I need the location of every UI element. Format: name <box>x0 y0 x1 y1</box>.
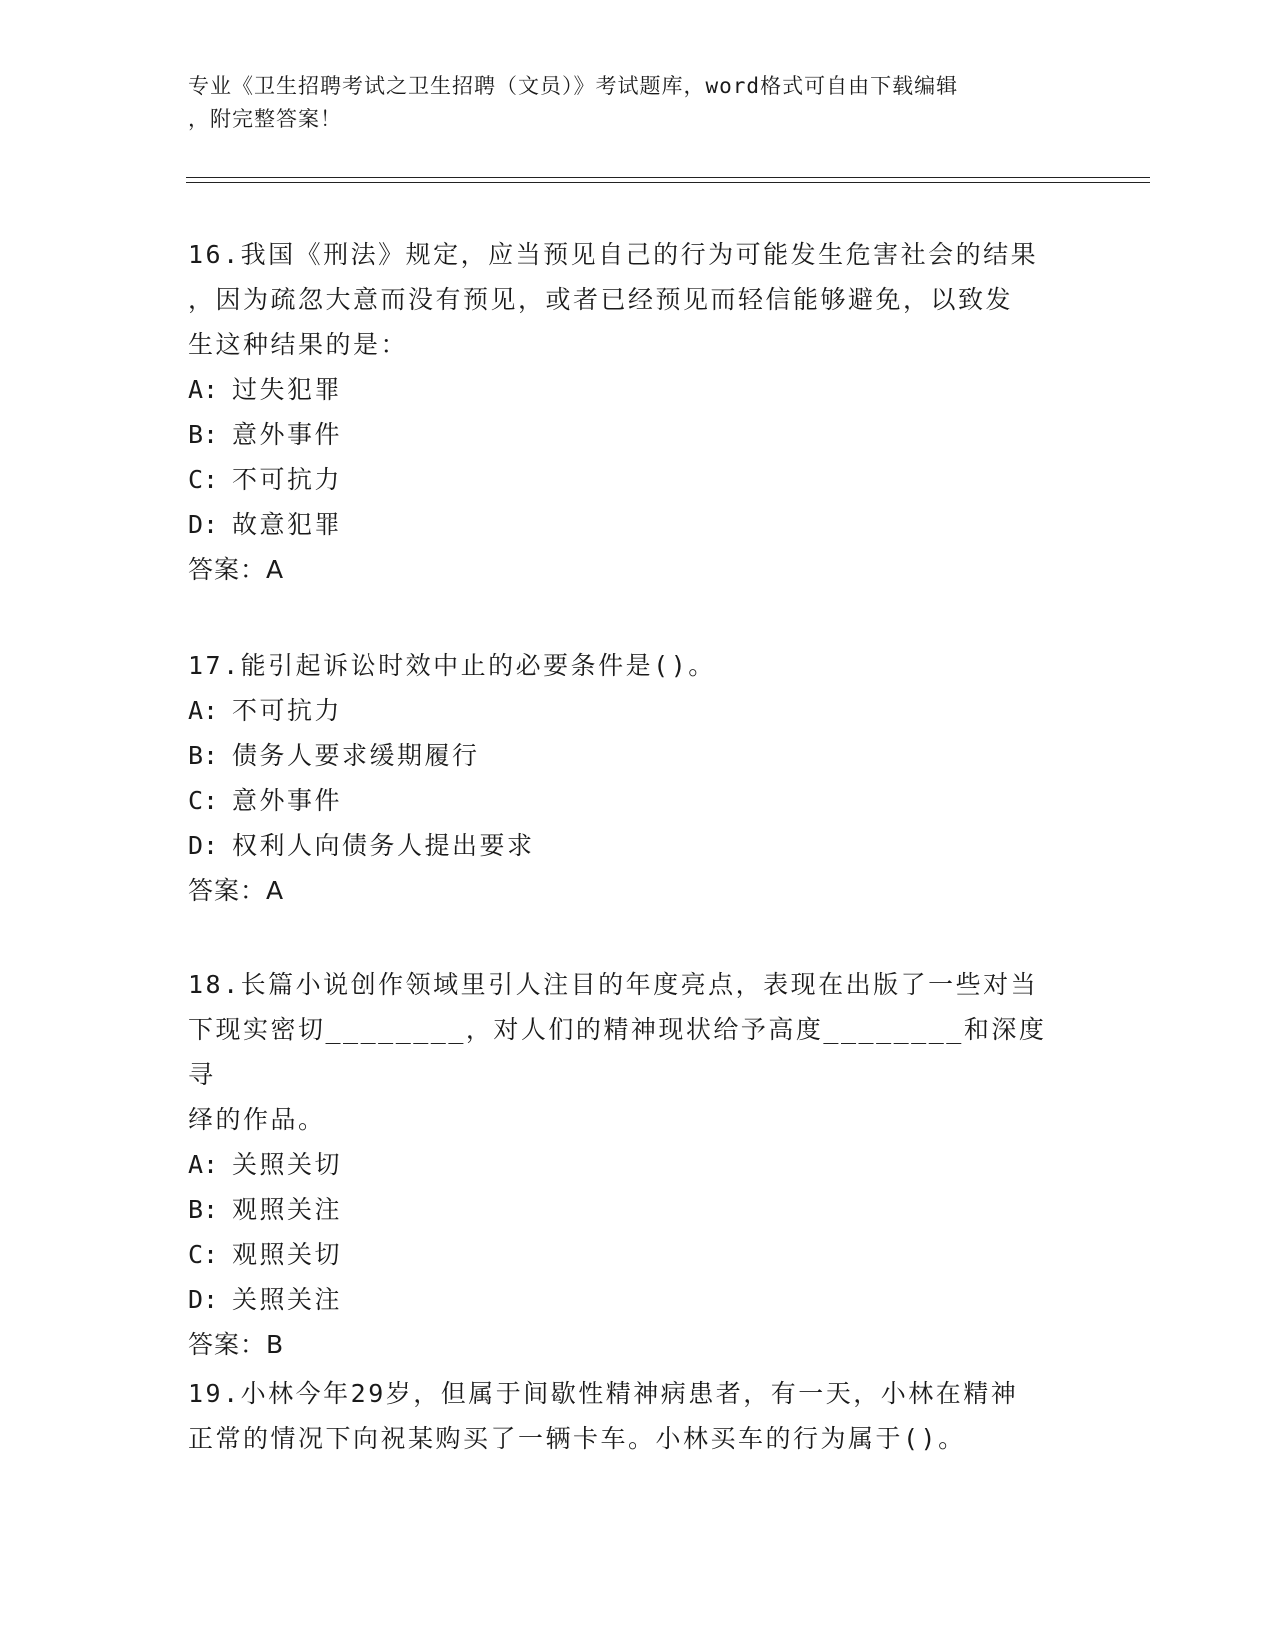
question-stem <box>188 232 1068 367</box>
option-text: 权利人向债务人提出要求 <box>232 831 535 860</box>
header-divider-bottom <box>186 182 1150 183</box>
question-stem-line: 19.小林今年29岁，但属于间歇性精神病患者，有一天，小林在精神 <box>188 1379 1019 1408</box>
option-d <box>188 823 1068 868</box>
question-stem-line: 绎的作品。 <box>188 1105 326 1134</box>
option-c <box>188 457 1068 502</box>
option-d <box>188 502 1068 547</box>
question-stem <box>188 643 1068 688</box>
question-stem-line: 18.长篇小说创作领域里引人注目的年度亮点，表现在出版了一些对当 <box>188 970 1039 999</box>
option-a <box>188 367 1068 412</box>
question-stem <box>188 962 1068 1142</box>
option-key: D: <box>188 831 219 860</box>
header-title-line-1: 专业《卫生招聘考试之卫生招聘（文员）》考试题库，word格式可自由下载编辑 <box>188 74 959 98</box>
answer-line: 答案：A <box>188 555 285 584</box>
option-text: 意外事件 <box>232 420 343 449</box>
question-stem-line: ，因为疏忽大意而没有预见，或者已经预见而轻信能够避免，以致发 <box>188 285 1014 314</box>
answer-line: 答案：B <box>188 1330 285 1359</box>
question-19 <box>188 1371 1068 1461</box>
option-a <box>188 688 1068 733</box>
option-key: A: <box>188 375 219 404</box>
document-header <box>188 70 1068 136</box>
option-key: B: <box>188 420 219 449</box>
option-key: C: <box>188 1240 219 1269</box>
option-key: D: <box>188 510 219 539</box>
question-stem <box>188 1371 1068 1461</box>
option-text: 观照关切 <box>232 1240 343 1269</box>
option-b <box>188 733 1068 778</box>
option-key: A: <box>188 696 219 725</box>
option-text: 不可抗力 <box>232 465 343 494</box>
option-text: 关照关注 <box>232 1285 343 1314</box>
option-text: 不可抗力 <box>232 696 343 725</box>
question-16 <box>188 232 1068 592</box>
option-c <box>188 778 1068 823</box>
question-stem-line: 正常的情况下向祝某购买了一辆卡车。小林买车的行为属于()。 <box>188 1424 966 1453</box>
option-text: 关照关切 <box>232 1150 343 1179</box>
option-key: C: <box>188 465 219 494</box>
question-stem-line: 16.我国《刑法》规定，应当预见自己的行为可能发生危害社会的结果 <box>188 240 1039 269</box>
option-key: D: <box>188 1285 219 1314</box>
option-b <box>188 412 1068 457</box>
question-stem-line: 17.能引起诉讼时效中止的必要条件是()。 <box>188 651 716 680</box>
option-text: 过失犯罪 <box>232 375 343 404</box>
header-title-line-2: ，附完整答案！ <box>188 107 342 131</box>
option-c <box>188 1232 1068 1277</box>
option-a <box>188 1142 1068 1187</box>
option-key: B: <box>188 741 219 770</box>
option-text: 意外事件 <box>232 786 343 815</box>
option-key: C: <box>188 786 219 815</box>
header-divider-top <box>186 177 1150 178</box>
option-text: 故意犯罪 <box>232 510 343 539</box>
option-text: 债务人要求缓期履行 <box>232 741 480 770</box>
answer-line: 答案：A <box>188 876 285 905</box>
option-text: 观照关注 <box>232 1195 343 1224</box>
question-stem-line: 生这种结果的是： <box>188 330 409 359</box>
option-key: B: <box>188 1195 219 1224</box>
question-18 <box>188 962 1068 1367</box>
question-stem-line: 下现实密切________，对人们的精神现状给予高度________和深度寻 <box>188 1015 1047 1089</box>
option-d <box>188 1277 1068 1322</box>
question-17 <box>188 643 1068 913</box>
option-b <box>188 1187 1068 1232</box>
option-key: A: <box>188 1150 219 1179</box>
